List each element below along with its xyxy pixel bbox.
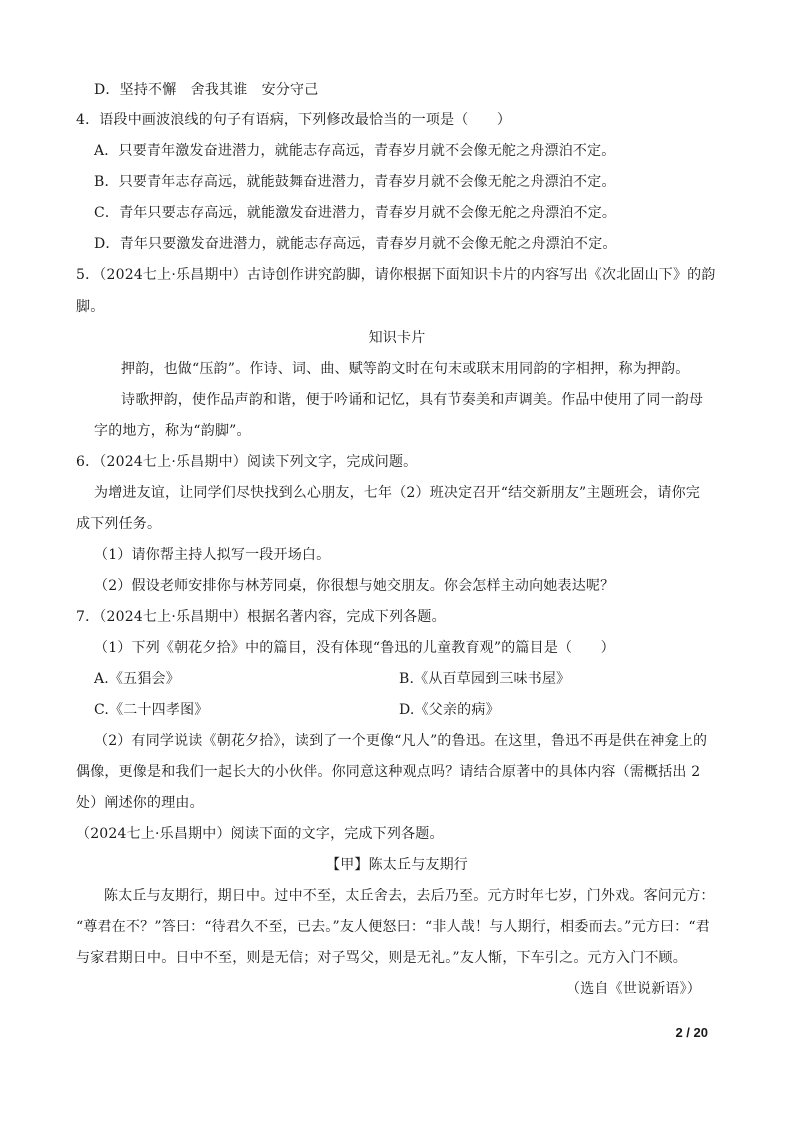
question-7: 7．（2024七上·乐昌期中）根据名著内容，完成下列各题。: [76, 609, 446, 625]
option-b-q7: B.《从百草园到三味书屋》: [399, 671, 571, 687]
knowledge-card-para-2: 诗歌押韵，使作品声韵和谐，便于吟诵和记忆，具有节奏美和声调美。作品中使用了同一韵母: [121, 392, 704, 408]
question-7-part-2-line-3: 处）阐述你的理由。: [76, 795, 204, 811]
option-a-q4: A．只要青年激发奋进潜力，就能志存高远，青春岁月就不会像无舵之舟漂泊不定。: [94, 143, 616, 159]
question-6-body-continued: 成下列任务。: [76, 516, 162, 532]
question-6-task-2: （2）假设老师安排你与林芳同桌，你很想与她交朋友。你会怎样主动向她表达呢？: [94, 578, 615, 594]
option-d-q3: D．坚持不懈 舍我其谁 安分守己: [94, 82, 319, 98]
passage-line-1: 陈太丘与友期行，期日中。过中不至，太丘舍去，去后乃至。元方时年七岁，门外戏。客问元方：: [104, 888, 715, 904]
question-7-part-1: （1）下列《朝花夕拾》中的篇目，没有体现“鲁迅的儿童教育观”的篇目是（ ）: [94, 640, 615, 656]
question-4: 4．语段中画波浪线的句子有语病，下列修改最恰当的一项是（ ）: [76, 112, 512, 128]
question-6-task-1: （1）请你帮主持人拟写一段开场白。: [94, 547, 331, 563]
question-6-body: 为增进友谊，让同学们尽快找到么心朋友，七年（2）班决定召开“结交新朋友”主题班会，请你完: [94, 485, 701, 501]
page-number: 2 / 20: [675, 1025, 708, 1040]
passage-line-2: “尊君在不？”答曰：“待君久不至，已去。”友人便怒曰：“非人哉！与人期行，相委而去。”元方曰：“君: [76, 919, 710, 935]
reading-section-intro: （2024七上·乐昌期中）阅读下面的文字，完成下列各题。: [76, 826, 444, 842]
option-c-q4: C．青年只要志存高远，就能激发奋进潜力，青春岁月就不会像无舵之舟漂泊不定。: [94, 205, 617, 221]
question-6: 6．（2024七上·乐昌期中）阅读下列文字，完成问题。: [76, 454, 418, 470]
option-d-q7: D.《父亲的病》: [399, 702, 500, 718]
knowledge-card-para-2-continued: 字的地方，称为“韵脚”。: [94, 423, 251, 439]
passage-title: 【甲】陈太丘与友期行: [326, 857, 468, 873]
question-7-part-2: （2）有同学说读《朝花夕拾》，读到了一个更像“凡人”的鲁迅。在这里，鲁迅不再是供在神龛上的: [94, 733, 708, 749]
passage-line-3: 与家君期日中。日中不至，则是无信；对子骂父，则是无礼。”友人惭，下车引之。元方入门不顾。: [76, 950, 687, 966]
knowledge-card-para-1: 押韵，也做“压韵”。作诗、词、曲、赋等韵文时在句末或联末用同韵的字相押，称为押韵。: [121, 361, 690, 377]
option-c-q7: C.《二十四孝图》: [94, 702, 209, 718]
option-a-q7: A.《五猖会》: [94, 671, 180, 687]
passage-source: （选自《世说新语》）: [566, 981, 701, 997]
option-d-q4: D．青年只要激发奋进潜力，就能志存高远，青春岁月就不会像无舵之舟漂泊不定。: [94, 236, 617, 252]
knowledge-card-title: 知识卡片: [368, 330, 426, 346]
question-7-part-2-line-2: 偶像，更像是和我们一起长大的小伙伴。你同意这种观点吗？请结合原著中的具体内容（需概括出 2: [76, 764, 701, 780]
option-b-q4: B．只要青年志存高远，就能鼓舞奋进潜力，青春岁月就不会像无舵之舟漂泊不定。: [94, 174, 616, 190]
question-5: 5．（2024七上·乐昌期中）古诗创作讲究韵脚，请你根据下面知识卡片的内容写出《次北固山下》的韵: [76, 267, 716, 283]
question-5-continued: 脚。: [76, 299, 105, 315]
